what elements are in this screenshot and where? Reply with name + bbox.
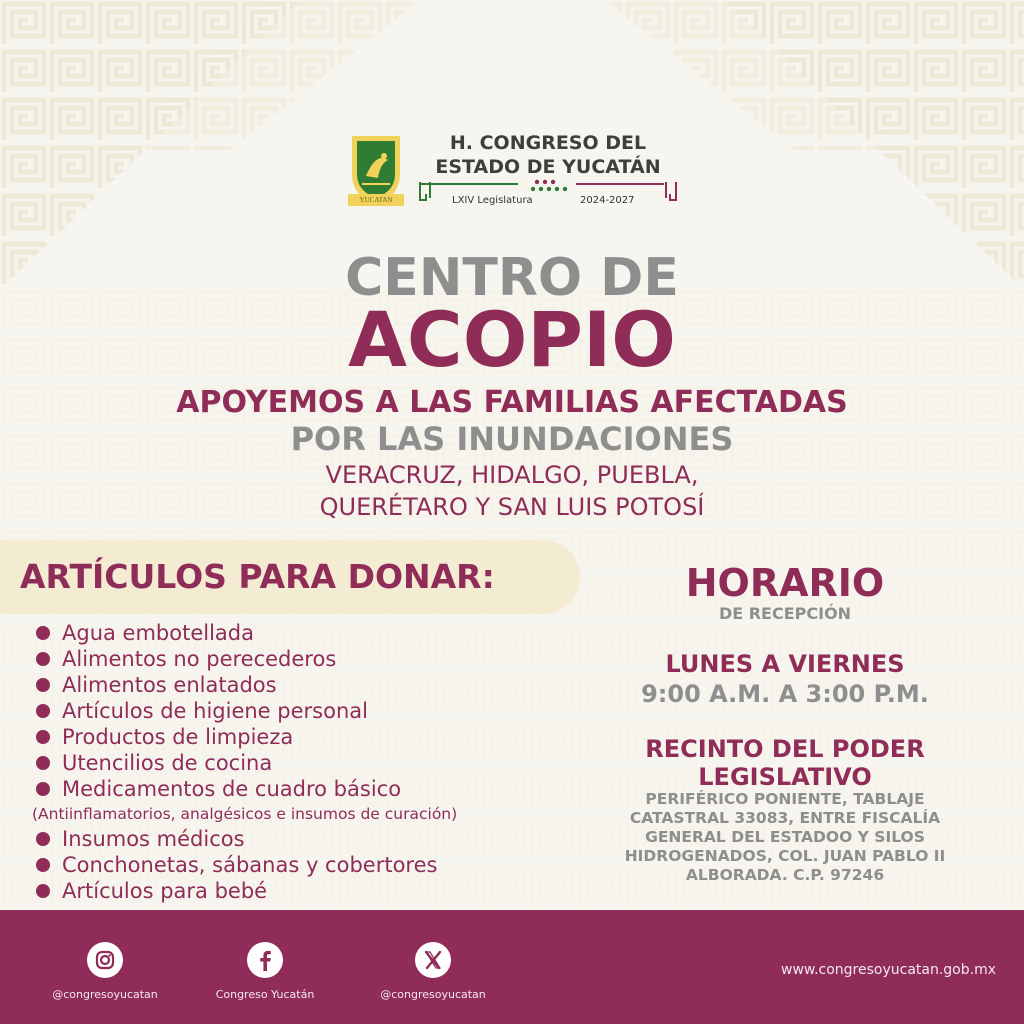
address-line: ALBORADA. C.P. 97246 bbox=[685, 866, 885, 884]
subtitle-line1: APOYEMOS A LAS FAMILIAS AFECTADAS bbox=[176, 385, 848, 420]
list-item bbox=[36, 698, 576, 724]
schedule-heading: HORARIO bbox=[685, 561, 885, 605]
schedule-hours: 9:00 A.M. A 3:00 P.M. bbox=[641, 680, 929, 708]
subtitle-line2: POR LAS INUNDACIONES bbox=[290, 420, 734, 458]
congress-name bbox=[428, 131, 668, 179]
bullet-icon bbox=[36, 884, 50, 898]
bullet-icon bbox=[36, 756, 50, 770]
bullet-icon bbox=[36, 626, 50, 640]
bullet-icon bbox=[36, 858, 50, 872]
states-line1: VERACRUZ, HIDALGO, PUEBLA, bbox=[325, 461, 699, 489]
item-label: Agua embotellada bbox=[62, 621, 254, 645]
item-label: Insumos médicos bbox=[62, 827, 245, 851]
bullet-icon bbox=[36, 730, 50, 744]
legislature-label: LXIV Legislatura bbox=[452, 195, 533, 206]
legislature-years: 2024-2027 bbox=[580, 195, 635, 206]
states-line2: QUERÉTARO Y SAN LUIS POTOSÍ bbox=[319, 493, 705, 521]
list-item bbox=[36, 750, 576, 776]
address-line: CATASTRAL 33083, ENTRE FISCALÍA bbox=[629, 809, 941, 827]
list-item bbox=[36, 620, 576, 646]
title-line1: CENTRO DE bbox=[345, 248, 679, 308]
bullet-icon bbox=[36, 832, 50, 846]
address-line: HIDROGENADOS, COL. JUAN PABLO II bbox=[624, 847, 946, 865]
x-handle: @congresoyucatan bbox=[380, 988, 486, 1001]
list-item bbox=[36, 672, 576, 698]
affected-states bbox=[0, 459, 1024, 523]
congress-name-line1: H. CONGRESO DEL bbox=[449, 132, 647, 154]
list-item bbox=[36, 646, 576, 672]
list-item bbox=[36, 852, 576, 878]
item-label: Productos de limpieza bbox=[62, 725, 294, 749]
location-address bbox=[585, 790, 985, 885]
bullet-icon bbox=[36, 678, 50, 692]
item-label: Medicamentos de cuadro básico bbox=[62, 777, 402, 801]
title-line2: ACOPIO bbox=[348, 295, 676, 384]
facebook-handle: Congreso Yucatán bbox=[215, 988, 315, 1001]
item-label: Artículos para bebé bbox=[62, 879, 268, 903]
social-facebook[interactable] bbox=[200, 942, 330, 1002]
item-label: Utencilios de cocina bbox=[62, 751, 273, 775]
schedule-days: LUNES A VIERNES bbox=[665, 650, 905, 678]
instagram-handle: @congresoyucatan bbox=[52, 988, 158, 1001]
item-label: Artículos de higiene personal bbox=[62, 699, 368, 723]
item-label: Alimentos enlatados bbox=[62, 673, 277, 697]
shield-caption: YUCATAN bbox=[348, 194, 404, 206]
location-heading-line1: RECINTO DEL PODER bbox=[645, 735, 925, 763]
congress-logo bbox=[340, 128, 700, 218]
x-icon[interactable] bbox=[415, 942, 451, 978]
list-item bbox=[36, 776, 576, 802]
social-x[interactable] bbox=[368, 942, 498, 1002]
location-heading bbox=[585, 735, 985, 791]
schedule-subheading: DE RECEPCIÓN bbox=[718, 604, 852, 623]
medicine-note: (Antiinflamatorios, analgésicos e insumos de curación) bbox=[32, 805, 458, 823]
decorative-dots-icon bbox=[531, 178, 571, 192]
location-heading-line2: LEGISLATIVO bbox=[698, 763, 872, 791]
website-link[interactable]: www.congresoyucatan.gob.mx bbox=[781, 962, 996, 978]
address-line: GENERAL DEL ESTADOO Y SILOS bbox=[645, 828, 925, 846]
social-instagram[interactable] bbox=[40, 942, 170, 1002]
item-label: Conchonetas, sábanas y cobertores bbox=[62, 853, 438, 877]
bullet-icon bbox=[36, 704, 50, 718]
address-line: PERIFÉRICO PONIENTE, TABLAJE bbox=[645, 790, 925, 808]
bullet-icon bbox=[36, 652, 50, 666]
donations-heading: ARTÍCULOS PARA DONAR: bbox=[20, 557, 495, 596]
instagram-icon[interactable] bbox=[87, 942, 123, 978]
list-item bbox=[36, 724, 576, 750]
item-label: Alimentos no perecederos bbox=[62, 647, 337, 671]
list-item bbox=[36, 826, 576, 852]
facebook-icon[interactable] bbox=[247, 942, 283, 978]
list-item bbox=[36, 878, 576, 904]
footer-bar bbox=[0, 910, 1024, 1024]
bullet-icon bbox=[36, 782, 50, 796]
congress-name-line2: ESTADO DE YUCATÁN bbox=[435, 156, 661, 178]
donation-list bbox=[32, 620, 576, 904]
